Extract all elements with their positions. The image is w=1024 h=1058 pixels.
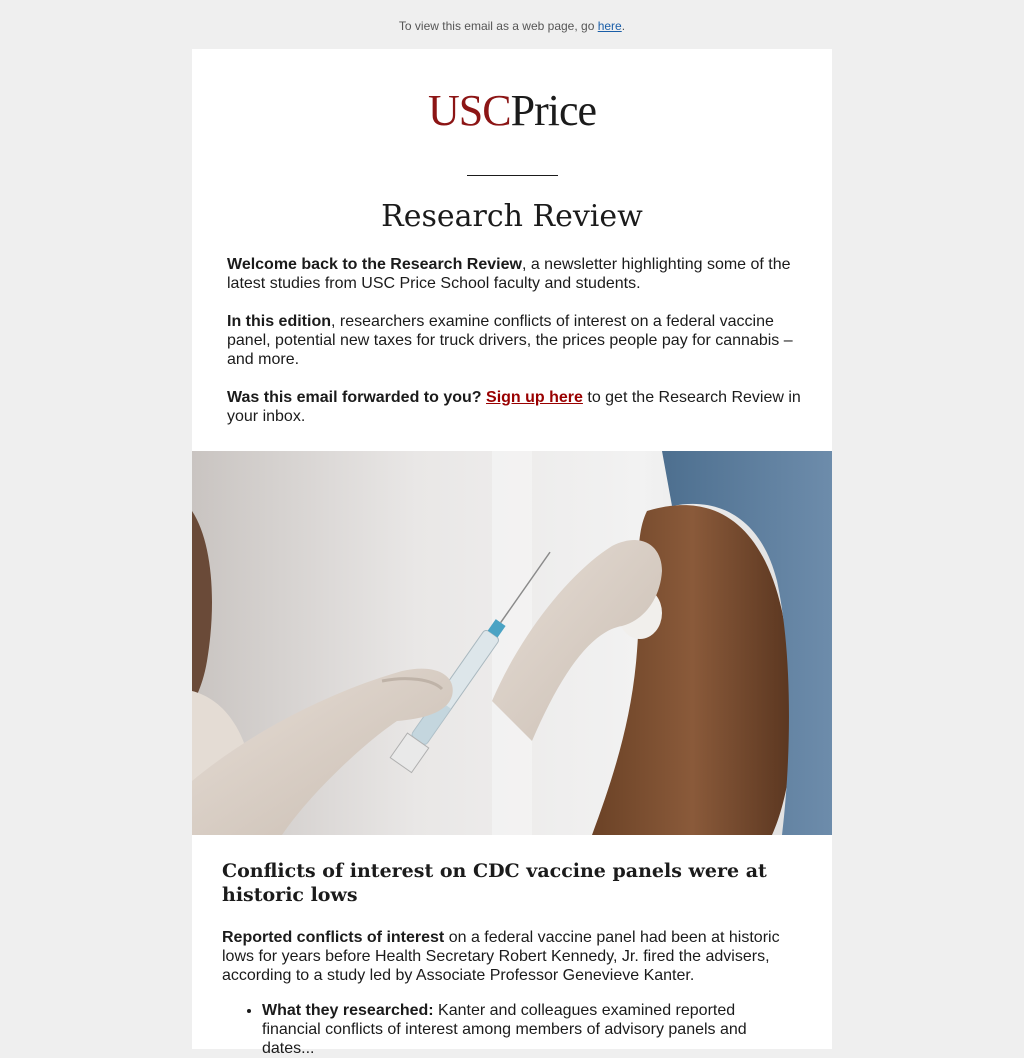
- hero-image-vaccination[interactable]: [192, 451, 832, 835]
- article-lead-bold: Reported conflicts of interest: [222, 929, 445, 946]
- web-view-link[interactable]: here: [597, 19, 622, 33]
- logo-price: Price: [510, 86, 596, 135]
- article-lead: [222, 928, 797, 985]
- preheader-text: To view this email as a web page, go: [398, 19, 598, 33]
- preheader-end: .: [621, 19, 626, 33]
- intro-edition: [227, 312, 802, 369]
- intro-forwarded-bold: Was this email forwarded to you?: [227, 389, 482, 406]
- divider: [467, 175, 558, 176]
- intro-edition-text: , researchers examine conflicts of interest on a federal vaccine panel, potential new taxes for truck drivers, the prices people pay for cannabis – and more.: [227, 313, 793, 368]
- sign-up-link[interactable]: Sign up here: [486, 389, 583, 406]
- email-card: [192, 49, 832, 1057]
- intro-edition-bold: In this edition: [227, 313, 331, 330]
- intro-section: [227, 255, 802, 445]
- vaccination-illustration: [192, 451, 832, 835]
- intro-forwarded-text: to get the Research Review in your inbox.: [227, 389, 801, 425]
- logo-usc: USC: [428, 86, 511, 135]
- newsletter-title: Research Review: [381, 199, 643, 234]
- bullet-text: Kanter and colleagues examined reported financial conflicts of interest among members of advisory panels and dates...: [262, 1002, 747, 1057]
- preheader: [0, 0, 1024, 33]
- usc-price-logo[interactable]: [192, 86, 832, 135]
- list-item: [262, 1001, 797, 1058]
- article-lead-text: on a federal vaccine panel had been at historic lows for years before Health Secretary Robert Kennedy, Jr. fired the advisers, according to a study led by Associate Professor Genevieve Kanter.: [222, 929, 780, 984]
- bullet-label: What they researched:: [262, 1002, 434, 1019]
- intro-welcome-text: , a newsletter highlighting some of the latest studies from USC Price School faculty and students.: [227, 256, 791, 292]
- article-bullets: [222, 1001, 797, 1058]
- intro-forwarded: [227, 388, 802, 426]
- intro-welcome: [227, 255, 802, 293]
- article-headline[interactable]: Conflicts of interest on CDC vaccine panels were at historic lows: [222, 860, 767, 906]
- intro-welcome-bold: Welcome back to the Research Review: [227, 256, 522, 273]
- article-body: [222, 928, 797, 1058]
